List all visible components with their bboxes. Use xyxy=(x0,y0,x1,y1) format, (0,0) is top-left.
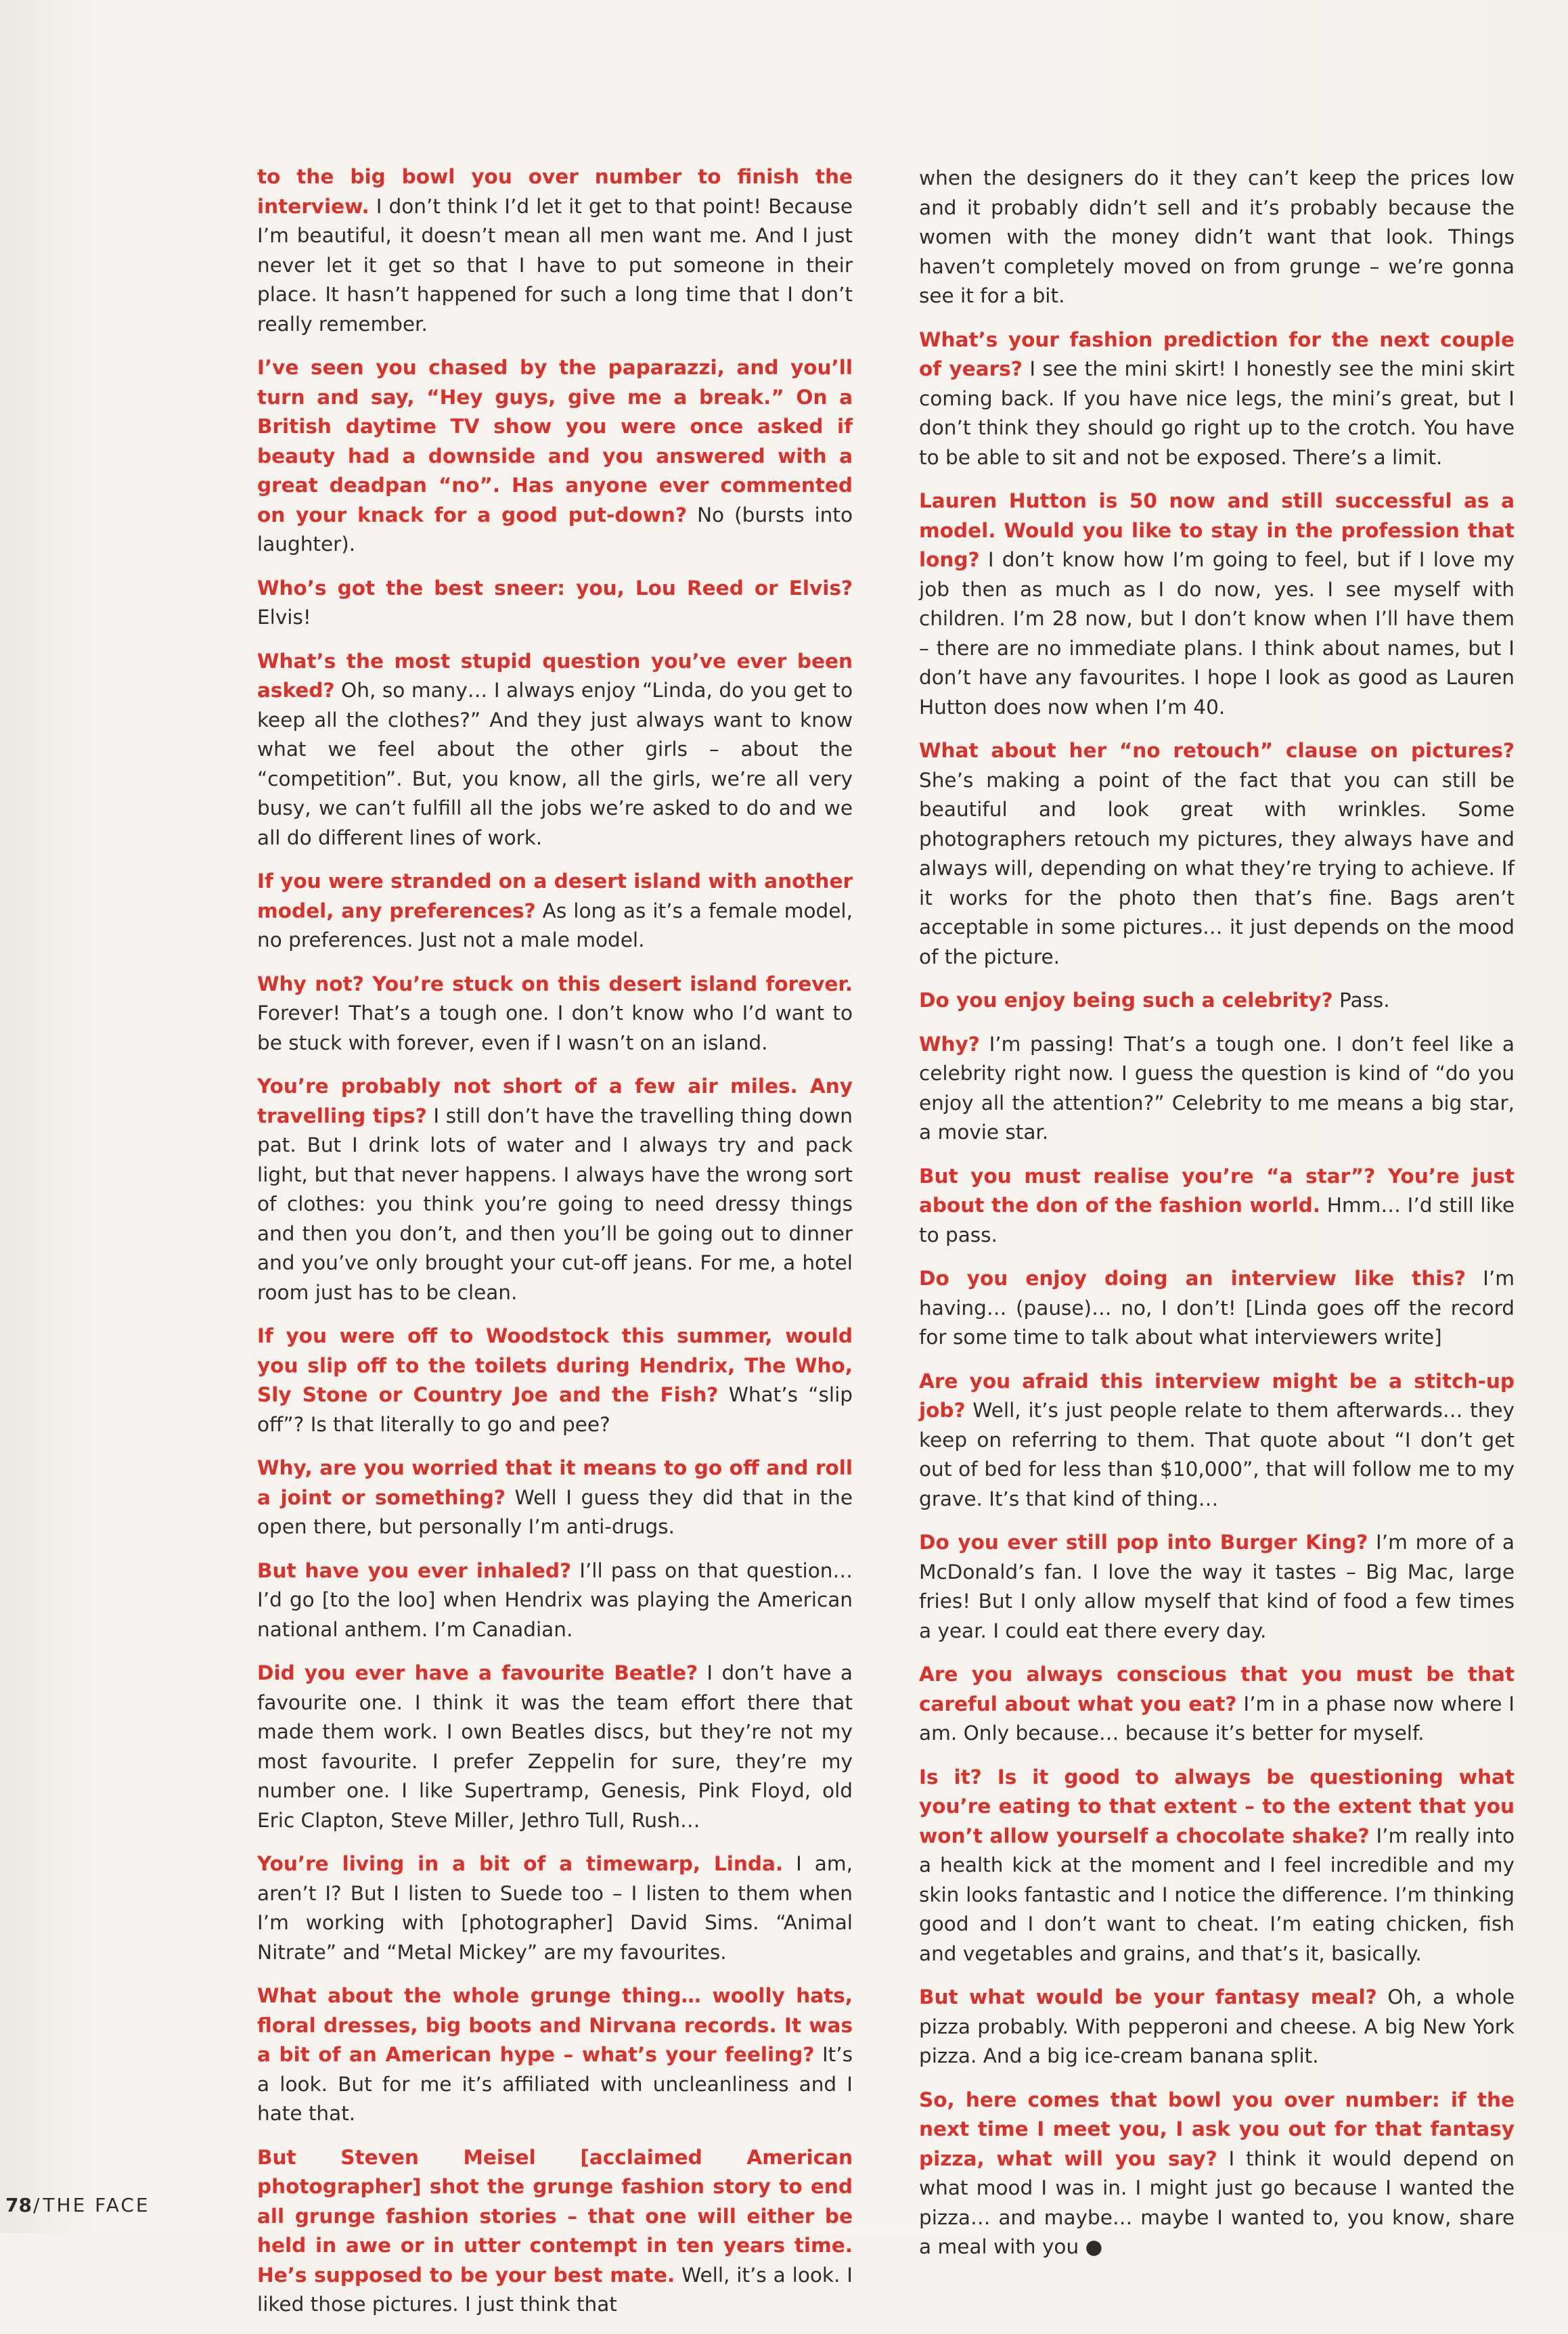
interview-answer: I’m passing! That’s a tough one. I don’t feel like a celebrity right now. I guess the question is kind of “do you enjoy all the attention?” Celebrity to me means a big star, a movie star. xyxy=(919,1032,1515,1144)
interview-answer: It’s a look. But for me it’s affiliated with uncleanliness and I hate that. xyxy=(257,2043,853,2125)
qa-paragraph xyxy=(919,1763,1515,1969)
left-column xyxy=(257,162,853,2334)
interview-answer: I’m more of a McDonald’s fan. I love the way it tastes – Big Mac, large fries! But I only allow myself that kind of food a few times a year. I could eat there every day. xyxy=(919,1531,1515,1642)
interview-answer: I don’t have a favourite one. I think it was the team effort there that made them work. I own Beatles discs, but they’re not my most favourite. I prefer Zeppelin for sure, they’re my number one. I like Supertramp, Genesis, Pink Floyd, old Eric Clapton, Steve Miller, Jethro Tull, Rush… xyxy=(257,1661,853,1832)
interview-answer: Hmm… I’d still like to pass. xyxy=(919,1194,1515,1247)
qa-paragraph xyxy=(919,326,1515,473)
footer-slash: / xyxy=(32,2194,42,2216)
qa-paragraph xyxy=(257,1556,853,1645)
interview-question: Is it? Is it good to always be questioning what you’re eating to that extent – to the extent that you won’t allow yourself a chocolate shake? xyxy=(919,1765,1515,1847)
qa-paragraph xyxy=(257,647,853,853)
interview-question: What’s the most stupid question you’ve ever been asked? xyxy=(257,649,853,702)
interview-question: Do you enjoy doing an interview like this? xyxy=(919,1267,1466,1290)
qa-paragraph xyxy=(257,1454,853,1542)
interview-answer: I don’t think I’d let it get to that point! Because I’m beautiful, it doesn’t mean all men want me. And I just never let it get so that I have to put someone in their place. It hasn’t happened for such a long time that I don’t really remember. xyxy=(257,194,853,336)
interview-answer: when the designers do it they can’t keep the prices low and it probably didn’t sell and it’s probably because the women with the money didn’t want that look. Things haven’t completely moved on from grunge – we’re gonna see it for a bit. xyxy=(919,166,1515,307)
interview-answer: I’m having… (pause)… no, I don’t! [Linda goes off the record for some time to talk about what interviewers write] xyxy=(919,1267,1515,1349)
interview-answer: Well, it’s just people relate to them afterwards… they keep on referring to them. That quote about “I don’t get out of bed for less than $10,000”, that will follow me to my grave. It’s that kind of thing… xyxy=(919,1399,1515,1510)
right-column xyxy=(919,164,1515,2276)
qa-paragraph xyxy=(919,2086,1515,2262)
qa-paragraph xyxy=(257,1849,853,1967)
interview-question: Do you enjoy being such a celebrity? xyxy=(919,989,1333,1012)
qa-paragraph xyxy=(919,1367,1515,1514)
interview-question: I’ve seen you chased by the paparazzi, and you’ll turn and say, “Hey guys, give me a break.” On a British daytime TV show you were once asked if beauty had a downside and you answered with a great deadpan “no”. Has anyone ever commented on your knack for a good put-down? xyxy=(257,356,853,526)
interview-answer: I’m really into a health kick at the moment and I feel incredible and my skin looks fantastic and I notice the difference. I’m thinking good and I don’t want to cheat. I’m eating chicken, fish and vegetables and grains, and that’s it, basically. xyxy=(919,1824,1515,1965)
interview-question: But have you ever inhaled? xyxy=(257,1558,572,1582)
qa-paragraph xyxy=(919,736,1515,972)
interview-answer: I still don’t have the travelling thing down pat. But I drink lots of water and I always try and pack light, but that never happens. I always have the wrong sort of clothes: you think you’re going to need dressy things and then you don’t, and then you’ll be going out to dinner and you’ve only brought your cut-off jeans. For me, a hotel room just has to be clean. xyxy=(257,1104,853,1304)
qa-paragraph xyxy=(257,1981,853,2129)
qa-paragraph xyxy=(919,1528,1515,1646)
interview-answer: Oh, so many… I always enjoy “Linda, do you get to keep all the clothes?” And they just always want to know what we feel about the other girls – about the “competition”. But, you know, all the girls, we’re all very busy, we can’t fulfill all the jobs we’re asked to do and we all do different lines of work. xyxy=(257,679,853,849)
interview-question: Did you ever have a favourite Beatle? xyxy=(257,1661,698,1684)
interview-question: You’re probably not short of a few air miles. Any travelling tips? xyxy=(257,1075,853,1127)
qa-paragraph xyxy=(257,867,853,956)
interview-question: Who’s got the best sneer: you, Lou Reed or Elvis? xyxy=(257,576,853,600)
interview-question: Why not? You’re stuck on this desert island forever. xyxy=(257,972,853,995)
qa-paragraph xyxy=(257,2143,853,2320)
interview-answer: I think it would depend on what mood I was in. I might just go because I wanted the pizza… and maybe… maybe I wanted to, you know, share a meal with you ● xyxy=(919,2147,1515,2258)
interview-answer: She’s making a point of the fact that you can still be beautiful and look great with wrinkles. Some photographers retouch my pictures, they always have and always will, depending on what they’re trying to achieve. If it works for the photo then that’s fine. Bags aren’t acceptable in some pictures… it just depends on the mood of the picture. xyxy=(919,768,1515,968)
interview-question: What about the whole grunge thing… woolly hats, floral dresses, big boots and Nirvana records. It was a bit of an American hype – what’s your feeling? xyxy=(257,1984,853,2066)
qa-paragraph xyxy=(257,1322,853,1439)
qa-paragraph xyxy=(919,164,1515,311)
interview-question: You’re living in a bit of a timewarp, Linda. xyxy=(257,1852,784,1875)
interview-question: Are you afraid this interview might be a stitch-up job? xyxy=(919,1369,1515,1422)
qa-paragraph xyxy=(919,487,1515,722)
interview-answer: No (bursts into laughter). xyxy=(257,503,853,556)
interview-answer: I am, aren’t I? But I listen to Suede too – I listen to them when I’m working with [photographer] David Sims. “Animal Nitrate” and “Metal Mickey” are my favourites. xyxy=(257,1852,853,1964)
interview-answer: Pass. xyxy=(1332,989,1390,1012)
interview-question: Why, are you worried that it means to go off and roll a joint or something? xyxy=(257,1456,853,1509)
interview-answer: As long as it’s a female model, no preferences. Just not a male model. xyxy=(257,899,853,951)
interview-question: But you must realise you’re “a star”? You’re just about the don of the fashion world. xyxy=(919,1164,1515,1217)
qa-paragraph xyxy=(257,162,853,339)
interview-answer: I’m in a phase now where I am. Only because… because it’s better for myself. xyxy=(919,1692,1515,1745)
qa-paragraph xyxy=(257,1072,853,1307)
interview-answer: What’s “slip off”? Is that literally to go and pee? xyxy=(257,1383,853,1436)
qa-paragraph xyxy=(257,574,853,633)
interview-question: What about her “no retouch” clause on pictures? xyxy=(919,739,1515,762)
interview-question: What’s your fashion prediction for the next couple of years? xyxy=(919,328,1515,380)
interview-question: So, here comes that bowl you over number: if the next time I meet you, I ask you out for that fantasy pizza, what will you say? xyxy=(919,2088,1515,2170)
interview-answer: Well I guess they did that in the open there, but personally I’m anti-drugs. xyxy=(257,1485,853,1538)
interview-answer: I don’t know how I’m going to feel, but if I love my job then as much as I do now, yes. I see myself with children. I’m 28 now, but I don’t know when I’ll have them – there are no immediate plans. I think about names, but I don’t have any favourites. I hope I look as good as Lauren Hutton does now when I’m 40. xyxy=(919,548,1515,719)
qa-paragraph xyxy=(257,970,853,1058)
interview-answer: Forever! That’s a tough one. I don’t know who I’d want to be stuck with forever, even if I wasn’t on an island. xyxy=(257,1002,853,1054)
interview-question: to the big bowl you over number to finish the interview. xyxy=(257,165,853,218)
interview-question: Are you always conscious that you must be that careful about what you eat? xyxy=(919,1663,1515,1715)
qa-paragraph xyxy=(919,1660,1515,1749)
interview-question: If you were stranded on a desert island with another model, any preferences? xyxy=(257,870,853,922)
interview-question: Lauren Hutton is 50 now and still successful as a model. Would you like to stay in the profession that long? xyxy=(919,489,1515,571)
interview-answer: Oh, a whole pizza probably. With pepperoni and cheese. A big New York pizza. And a big ice-cream banana split. xyxy=(919,1985,1515,2067)
qa-paragraph xyxy=(257,353,853,560)
magazine-name: THE FACE xyxy=(43,2194,150,2216)
interview-answer: I’ll pass on that question… I’d go [to the loo] when Hendrix was playing the American national anthem. I’m Canadian. xyxy=(257,1558,853,1641)
qa-paragraph xyxy=(919,986,1515,1016)
interview-answer: Elvis! xyxy=(257,606,311,629)
qa-paragraph xyxy=(257,1659,853,1835)
interview-question: Do you ever still pop into Burger King? xyxy=(919,1531,1368,1554)
page-number: 78 xyxy=(5,2194,32,2216)
page-footer xyxy=(5,2194,150,2216)
interview-question: But Steven Meisel [acclaimed American photographer] shot the grunge fashion story to end all grunge fashion stories – that one will either be held in awe or in utter contempt in ten years time. He’s supposed to be your best mate. xyxy=(257,2145,853,2287)
qa-paragraph xyxy=(919,1983,1515,2071)
qa-paragraph xyxy=(919,1264,1515,1353)
qa-paragraph xyxy=(919,1162,1515,1251)
interview-answer: I see the mini skirt! I honestly see the mini skirt coming back. If you have nice legs, the mini’s great, but I don’t think they should go right up to the crotch. You have to be able to sit and not be exposed. There’s a limit. xyxy=(919,357,1515,469)
interview-question: But what would be your fantasy meal? xyxy=(919,1985,1377,2008)
interview-question: If you were off to Woodstock this summer, would you slip off to the toilets during Hendrix, The Who, Sly Stone or Country Joe and the Fish? xyxy=(257,1324,853,1406)
interview-answer: Well, it’s a look. I liked those pictures. I just think that xyxy=(257,2263,853,2316)
qa-paragraph xyxy=(919,1030,1515,1148)
interview-question: Why? xyxy=(919,1032,980,1056)
